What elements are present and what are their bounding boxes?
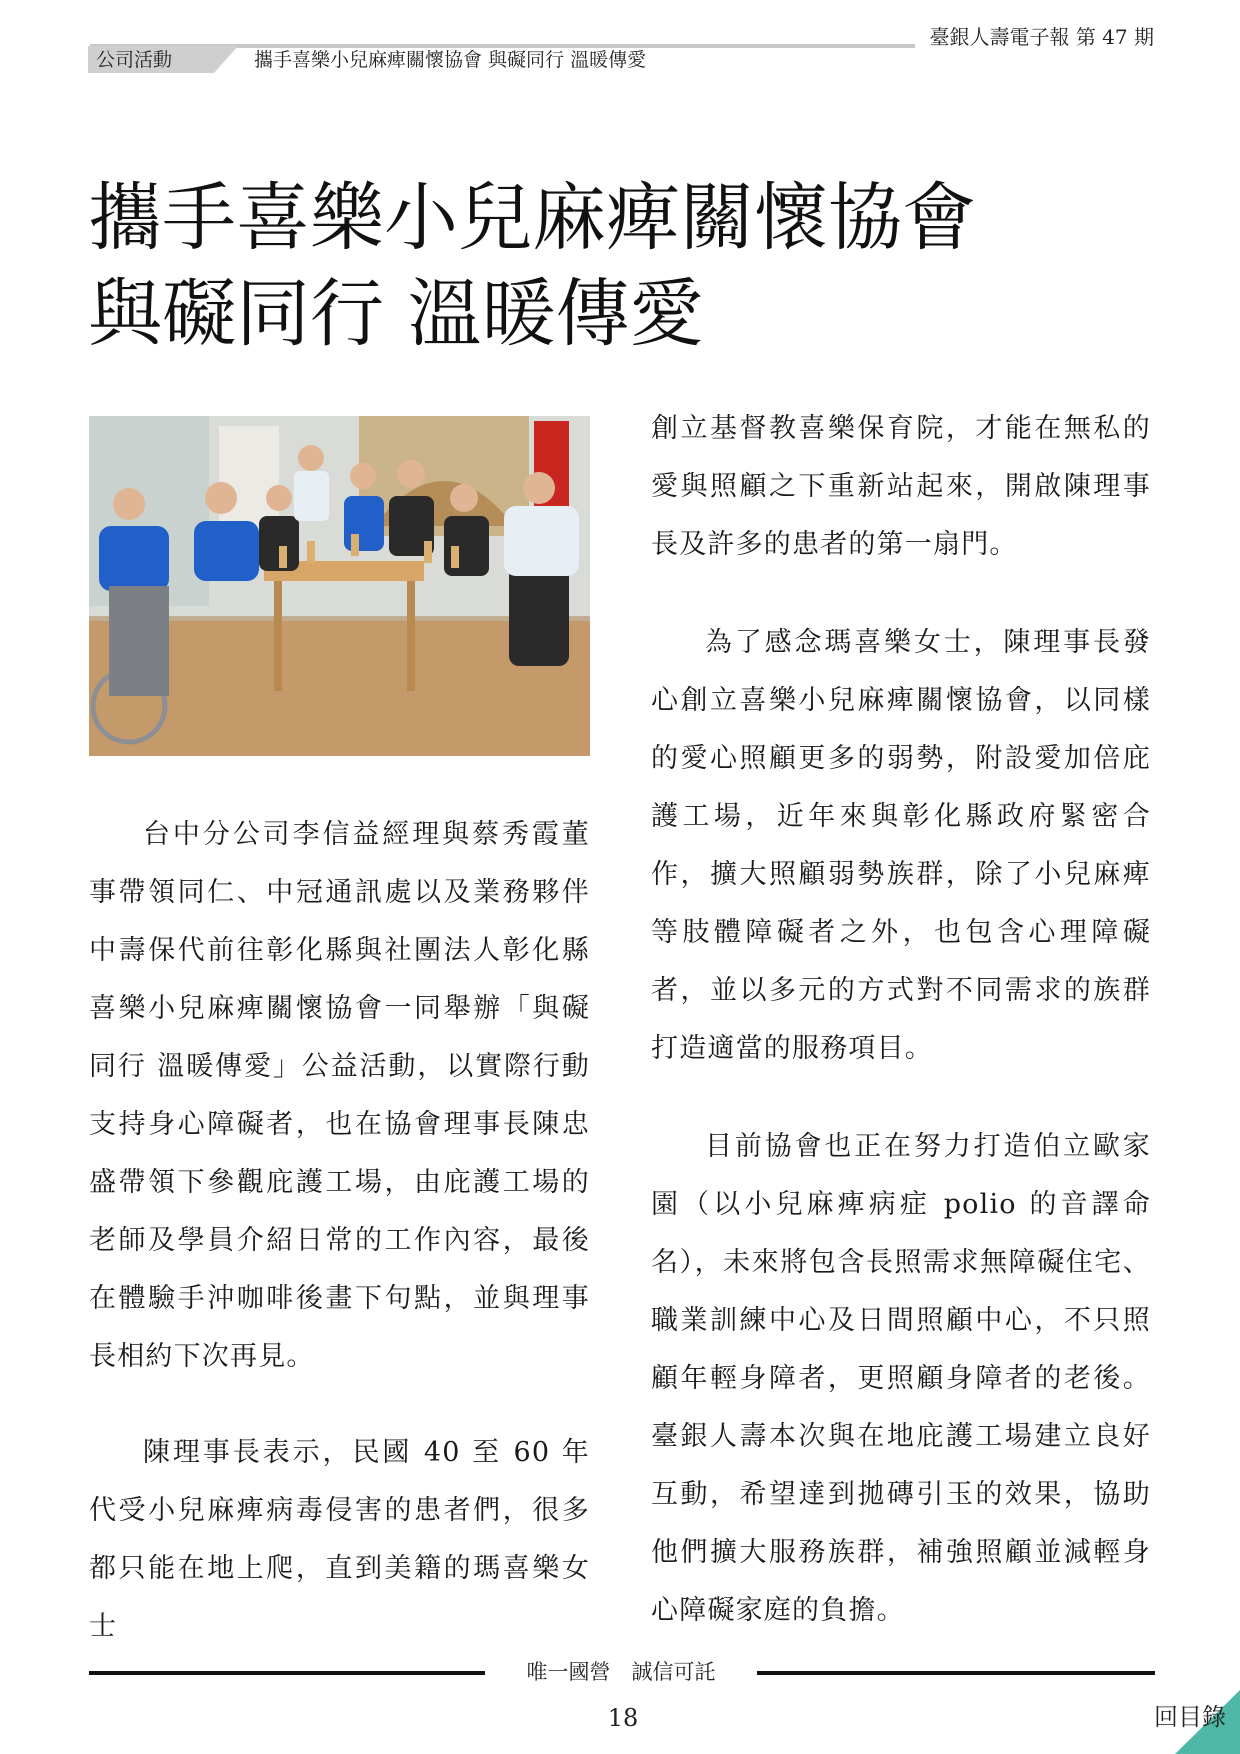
footer-motto: 唯一國營 誠信可託	[526, 1660, 716, 1684]
article-title	[88, 170, 976, 362]
footer-rule-right	[757, 1671, 1155, 1675]
article-column-right	[651, 400, 1151, 1640]
issue-label: 臺銀人壽電子報 第 47 期	[929, 25, 1154, 49]
title-line-2: 與礙同行 溫暖傳愛	[88, 271, 704, 357]
paragraph: 陳理事長表示，民國 40 至 60 年代受小兒麻痺病毒侵害的患者們，很多都只能在地上爬，直到美籍的瑪喜樂女士	[89, 1437, 590, 1642]
article-column-left	[89, 806, 590, 1656]
header-subtitle: 攜手喜樂小兒麻痺關懷協會 與礙同行 溫暖傳愛	[254, 49, 647, 71]
paragraph: 台中分公司李信益經理與蔡秀霞董事帶領同仁、中冠通訊處以及業務夥伴中壽保代前往彰化縣與社團法人彰化縣喜樂小兒麻痺關懷協會一同舉辦「與礙同行 溫暖傳愛」公益活動，以實際行動支持身心障礙者，也在協會理事長陳忠盛帶領下參觀庇護工場，由庇護工場的老師及學員介紹日常的工作內容，最後在體驗手沖咖啡後畫下句點，並與理事長相約下次再見。	[89, 819, 590, 1372]
back-to-toc-link[interactable]: 回目錄	[1154, 1703, 1226, 1731]
paragraph: 創立基督教喜樂保育院，才能在無私的愛與照顧之下重新站起來，開啟陳理事長及許多的患者的第一扇門。	[651, 413, 1151, 560]
title-line-1: 攜手喜樂小兒麻痺關懷協會	[88, 175, 976, 261]
event-photo	[89, 416, 590, 756]
paragraph: 目前協會也正在努力打造伯立歐家園（以小兒麻痺病症 polio 的音譯命名），未來將包含長照需求無障礙住宅、職業訓練中心及日間照顧中心，不只照顧年輕身障者，更照顧身障者的老後。臺銀人壽本次與在地庇護工場建立良好互動，希望達到拋磚引玉的效果，協助他們擴大服務族群，補強照顧並減輕身心障礙家庭的負擔。	[651, 1131, 1151, 1626]
page-number: 18	[607, 1704, 639, 1732]
section-label: 公司活動	[96, 49, 173, 71]
footer-rule-left	[89, 1671, 485, 1675]
paragraph: 為了感念瑪喜樂女士，陳理事長發心創立喜樂小兒麻痺關懷協會，以同樣的愛心照顧更多的弱勢，附設愛加倍庇護工場，近年來與彰化縣政府緊密合作，擴大照顧弱勢族群，除了小兒麻痺等肢體障礙者之外，也包含心理障礙者，並以多元的方式對不同需求的族群打造適當的服務項目。	[651, 627, 1151, 1064]
